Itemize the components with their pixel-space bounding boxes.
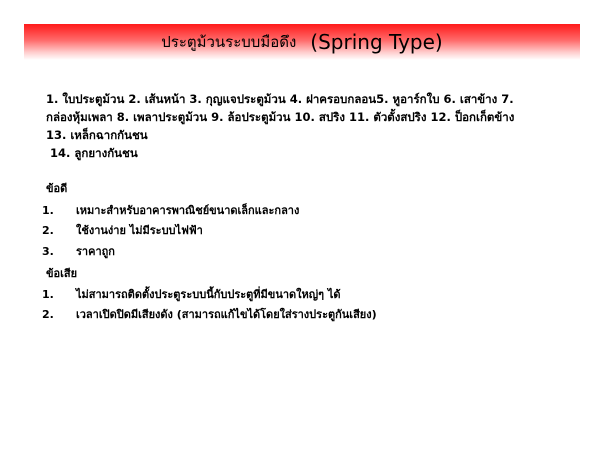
disadvantage-item: [42, 305, 377, 323]
parts-list: [46, 90, 586, 162]
parts-line: 14. ลูกยางกันชน: [50, 146, 138, 160]
title-thai: ประตูม้วนระบบมือดึง: [161, 33, 297, 51]
item-number: 1.: [42, 204, 54, 217]
advantage-item: [42, 201, 299, 219]
advantage-item: [42, 242, 115, 260]
disadvantage-item: [42, 285, 341, 303]
item-number: 3.: [42, 245, 54, 258]
title-english: (Spring Type): [310, 30, 443, 54]
item-number: 2.: [42, 308, 54, 321]
advantages-heading: ข้อดี: [46, 182, 68, 195]
item-number: 2.: [42, 224, 54, 237]
parts-line: กล่องหุ้มเพลา 8. เพลาประตูม้วน 9. ล้อประตูม้วน 10. สปริง 11. ตัวตั้งสปริง 12. ป็อกเก็ตข้าง: [46, 110, 515, 124]
title-banner: [24, 24, 580, 60]
item-text: ไม่สามารถติดตั้งประตูระบบนี้กับประตูที่มีขนาดใหญ่ๆ ได้: [76, 288, 341, 301]
item-text: เวลาเปิดปิดมีเสียงดัง (สามารถแก้ไขได้โดยใส่รางประตูกันเสียง): [76, 308, 377, 321]
parts-line: 13. เหล็กฉากกันชน: [46, 128, 148, 142]
advantage-item: [42, 221, 203, 239]
disadvantages-heading: ข้อเสีย: [46, 267, 78, 280]
item-text: ราคาถูก: [76, 245, 115, 258]
item-number: 1.: [42, 288, 54, 301]
parts-line: 1. ใบประตูม้วน 2. เส้นหน้า 3. กุญแจประตูม้วน 4. ฝาครอบกลอน5. หูอาร์กใบ 6. เสาข้าง 7.: [46, 92, 514, 106]
item-text: ใช้งานง่าย ไม่มีระบบไฟฟ้า: [76, 224, 203, 237]
item-text: เหมาะสำหรับอาคารพาณิชย์ขนาดเล็กและกลาง: [76, 204, 300, 217]
